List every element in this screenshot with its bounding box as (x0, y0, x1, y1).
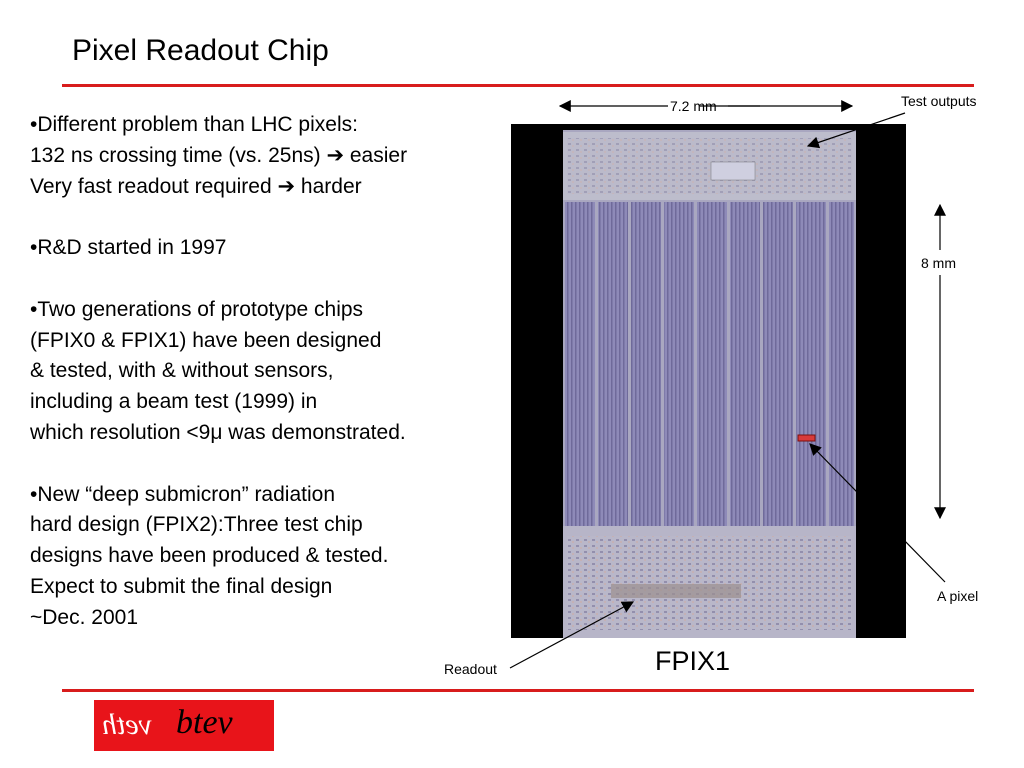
test-outputs-label: Test outputs (901, 93, 977, 109)
bullet-line: •New “deep submicron” radiation (30, 482, 335, 506)
bullet-line: Expect to submit the final design (30, 574, 333, 598)
bottom-divider (62, 689, 974, 692)
slide-title: Pixel Readout Chip (72, 34, 329, 67)
logo-mirror-text: veth (102, 708, 152, 741)
bullet-line: 132 ns crossing time (vs. 25ns) ➔ easier (30, 143, 408, 167)
bullet-line: which resolution <9μ was demonstrated. (30, 420, 406, 444)
bullet-line: Very fast readout required ➔ harder (30, 174, 362, 198)
bullet-line: including a beam test (1999) in (30, 390, 318, 414)
bullet-line: •Different problem than LHC pixels: (30, 113, 358, 136)
bullet-line: designs have been produced & tested. (30, 544, 389, 568)
width-label: 7.2 mm (670, 98, 717, 114)
bullet-line: •R&D started in 1997 (30, 236, 227, 260)
bullet-line: (FPIX0 & FPIX1) have been designed (30, 328, 382, 352)
btev-logo (94, 700, 274, 751)
chip-name: FPIX1 (655, 646, 731, 676)
test-outputs-pointer (808, 113, 905, 146)
readout-pointer (510, 602, 633, 668)
pixel-label: A pixel (937, 588, 979, 604)
readout-label: Readout (444, 661, 497, 677)
bullet-line: hard design (FPIX2):Three test chip (30, 513, 363, 537)
logo-text: btev (176, 704, 233, 741)
bullet-line: & tested, with & without sensors, (30, 359, 334, 383)
pixel-pointer (810, 444, 945, 582)
height-label: 8 mm (921, 255, 956, 271)
bullet-line: ~Dec. 2001 (30, 605, 138, 629)
bullet-line: •Two generations of prototype chips (30, 297, 364, 321)
